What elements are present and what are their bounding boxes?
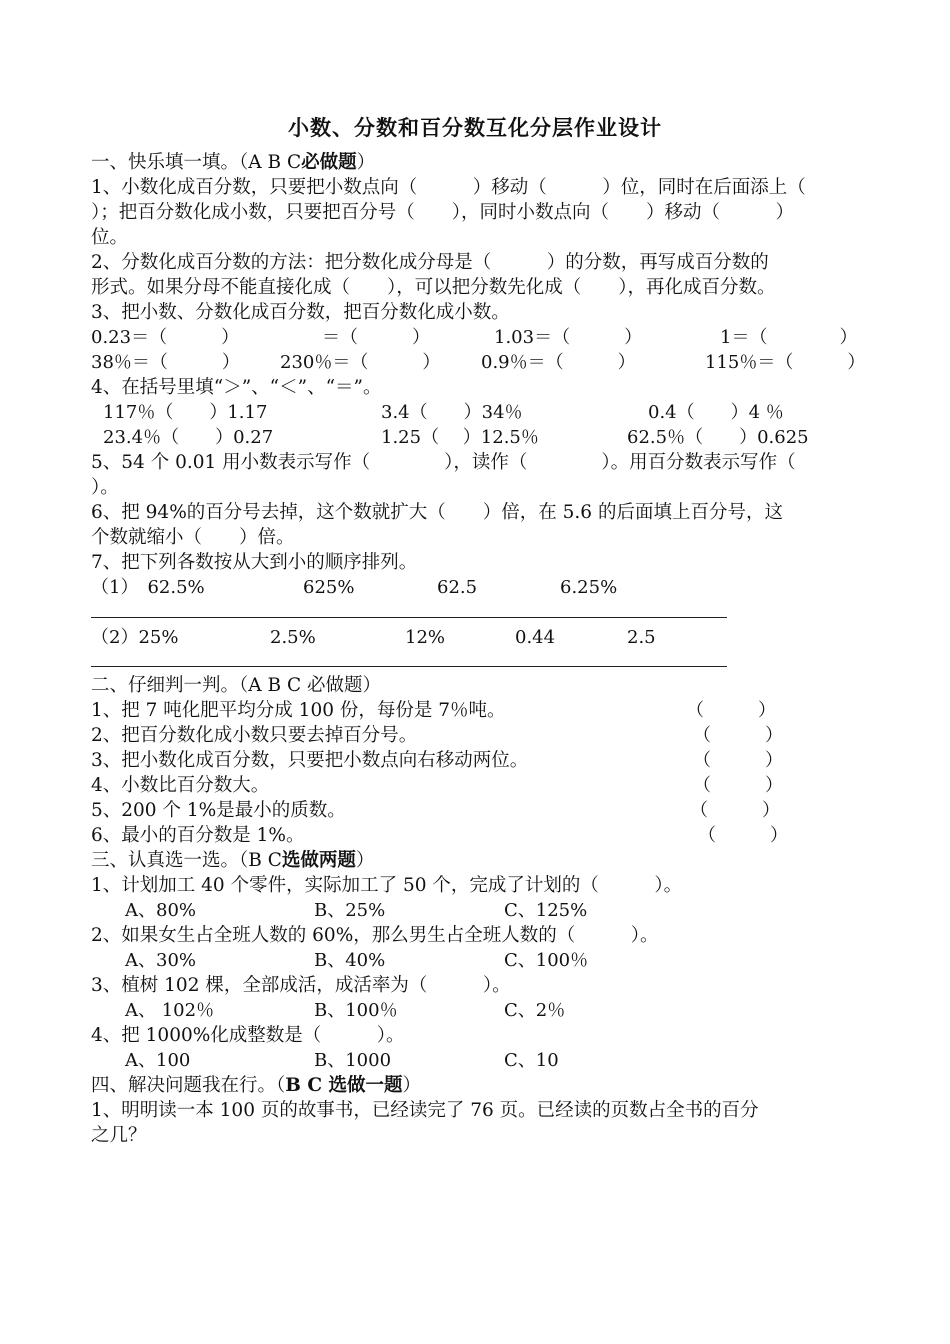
q6-line-2: 个数就缩小（ ）倍。 xyxy=(91,527,295,548)
choice-option: A、 102％ xyxy=(125,1000,215,1021)
choice-option: B、1000 xyxy=(314,1050,392,1071)
q3-cell: 230％＝（ ） xyxy=(280,352,441,373)
q3-cell: 1.03＝（ ） xyxy=(494,327,643,348)
choice-question: 3、植树 102 棵，全部成活，成活率为（ ）。 xyxy=(91,975,511,996)
choice-option: B、100％ xyxy=(314,1000,398,1021)
answer-paren: （ ） xyxy=(693,725,783,746)
q3-cell: 38％＝（ ） xyxy=(91,352,240,373)
judge-item: 5、200 个 1%是最小的质数。 xyxy=(91,800,346,821)
q7-number: 0.44 xyxy=(515,627,556,648)
judge-item: 4、小数比百分数大。 xyxy=(91,775,270,796)
q3-heading: 3、把小数、分数化成百分数，把百分数化成小数。 xyxy=(91,302,510,323)
answer-paren: （ ） xyxy=(686,700,776,721)
q1-line-2: ）；把百分数化成小数，只要把百分号（ ），同时小数点向（ ）移动（ ） xyxy=(91,202,795,223)
q7-number: 2.5% xyxy=(270,627,316,648)
answer-paren: （ ） xyxy=(693,750,783,771)
q5-line-2: ）。 xyxy=(91,477,119,498)
answer-paren: （ ） xyxy=(698,825,788,846)
q2-line-2: 形式。如果分母不能直接化成（ ），可以把分数先化成（ ），再化成百分数。 xyxy=(91,277,776,298)
answer-paren: （ ） xyxy=(693,775,783,796)
judge-item: 1、把 7 吨化肥平均分成 100 份，每份是 7％吨。 xyxy=(91,700,506,721)
q1-line-1: 1、小数化成百分数，只要把小数点向（ ）移动（ ）位，同时在后面添上（ xyxy=(91,177,806,198)
section-2-heading: 二、仔细判一判。（A B C 必做题） xyxy=(91,675,382,696)
choice-question: 4、把 1000%化成整数是（ ）。 xyxy=(91,1025,405,1046)
choice-question: 1、计划加工 40 个零件，实际加工了 50 个，完成了计划的（ ）。 xyxy=(91,875,683,896)
choice-option: C、100％ xyxy=(504,950,589,971)
answer-line xyxy=(91,666,727,667)
q7-heading: 7、把下列各数按从大到小的顺序排列。 xyxy=(91,552,418,573)
q4-cell: 1.25（ ）12.5％ xyxy=(381,427,539,448)
q3-cell: 0.9％＝（ ） xyxy=(481,352,636,373)
q7-number: 625% xyxy=(303,577,355,598)
q3-cell: 115％＝（ ） xyxy=(705,352,866,373)
judge-item: 3、把小数化成百分数，只要把小数点向右移动两位。 xyxy=(91,750,529,771)
q5-line-1: 5、54 个 0.01 用小数表示写作（ ），读作（ ）。用百分数表示写作（ xyxy=(91,452,796,473)
q7-number: 6.25% xyxy=(560,577,618,598)
section-1-heading: 一、快乐填一填。（A B C必做题） xyxy=(91,152,376,173)
q4-heading: 4、在括号里填“＞”、“＜”、“＝”。 xyxy=(91,377,382,398)
judge-item: 2、把百分数化成小数只要去掉百分号。 xyxy=(91,725,418,746)
choice-option: B、25% xyxy=(314,900,386,921)
problem-line-2: 之几？ xyxy=(91,1125,147,1146)
choice-option: B、40% xyxy=(314,950,386,971)
choice-option: C、10 xyxy=(504,1050,559,1071)
page-title: 小数、分数和百分数互化分层作业设计 xyxy=(288,115,662,140)
q4-cell: 0.4（ ）4 ％ xyxy=(648,402,784,423)
q3-cell: 0.23＝（ ） xyxy=(91,327,240,348)
answer-line xyxy=(91,617,727,618)
q7-number: 62.5 xyxy=(437,577,478,598)
q2-line-1: 2、分数化成百分数的方法：把分数化成分母是（ ）的分数，再写成百分数的 xyxy=(91,252,769,273)
q7-number: 2.5 xyxy=(627,627,656,648)
q4-cell: 117％（ ）1.17 xyxy=(103,402,268,423)
judge-item: 6、最小的百分数是 1%。 xyxy=(91,825,305,846)
q3-cell: ＝（ ） xyxy=(322,327,430,348)
problem-line-1: 1、明明读一本 100 页的故事书，已经读完了 76 页。已经读的页数占全书的百分 xyxy=(91,1100,759,1121)
q7-number: （1） 62.5% xyxy=(91,577,205,598)
section-4-heading: 四、解决问题我在行。（B C 选做一题） xyxy=(91,1075,422,1096)
section-3-heading: 三、认真选一选。（B C选做两题） xyxy=(91,850,375,871)
q4-cell: 62.5％（ ）0.625 xyxy=(627,427,809,448)
q1-line-3: 位。 xyxy=(91,227,129,248)
q4-cell: 3.4（ ）34％ xyxy=(381,402,523,423)
choice-option: C、2％ xyxy=(504,1000,566,1021)
choice-option: A、80% xyxy=(125,900,197,921)
q6-line-1: 6、把 94%的百分号去掉，这个数就扩大（ ）倍，在 5.6 的后面填上百分号，这 xyxy=(91,502,783,523)
answer-paren: （ ） xyxy=(690,800,780,821)
choice-option: A、30% xyxy=(125,950,197,971)
q7-number: （2）25% xyxy=(91,627,179,648)
choice-question: 2、如果女生占全班人数的 60%，那么男生占全班人数的（ ）。 xyxy=(91,925,659,946)
choice-option: A、100 xyxy=(125,1050,191,1071)
q4-cell: 23.4％（ ）0.27 xyxy=(103,427,274,448)
q7-number: 12% xyxy=(405,627,446,648)
q3-cell: 1＝（ ） xyxy=(720,327,858,348)
choice-option: C、125% xyxy=(504,900,588,921)
